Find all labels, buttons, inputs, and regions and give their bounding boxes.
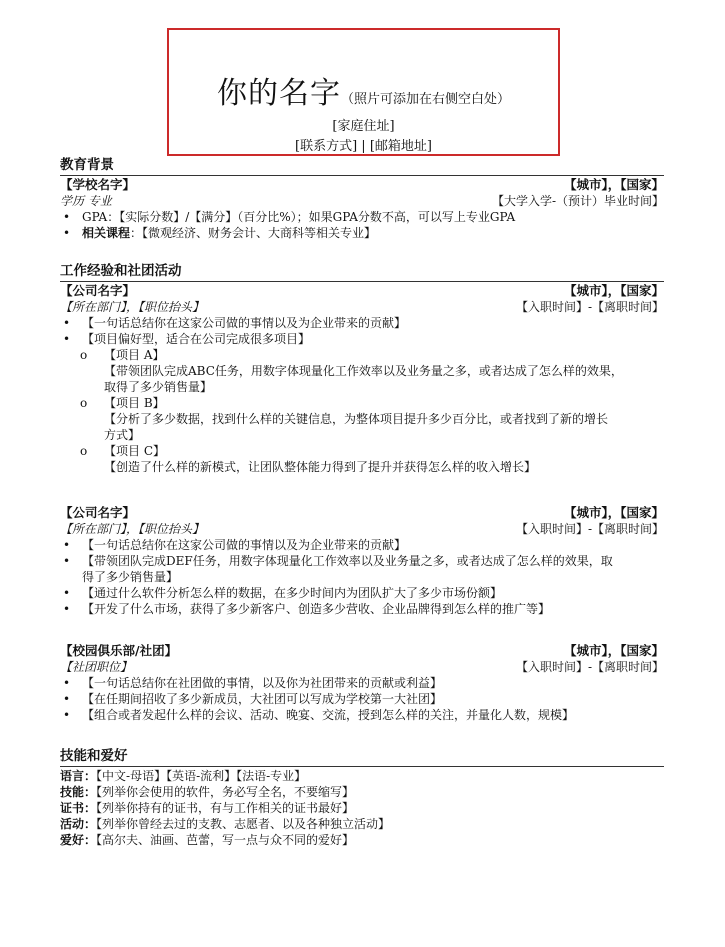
school-name: 【学校名字】 — [60, 177, 136, 192]
gpa-item: • GPA：【实际分数】/【满分】（百分比%）；如果GPA分数不高，可以写上专业GPA — [60, 209, 664, 225]
job2-bullet-4: • 【开发了什么市场，获得了多少新客户、创造多少营收、企业品牌得到怎么样的推广等】 — [60, 601, 664, 617]
circle-bullet-icon: o — [80, 396, 88, 410]
skill-language: 语言：【中文-母语】【英语-流利】【法语-专业】 — [60, 769, 307, 783]
job2-bullet-3: • 【通过什么软件分析怎么样的数据，在多少时间内为团队扩大了多少市场份额】 — [60, 585, 664, 601]
club-bullet-2: • 【在任期间招收了多少新成员，大社团可以写成为学校第一大社团】 — [60, 691, 664, 707]
club-dates: 【入职时间】-【离职时间】 — [515, 660, 664, 674]
project-c-title: o 【项目 C】 — [80, 444, 165, 458]
project-b-title: o 【项目 B】 — [80, 396, 165, 410]
job1-dates: 【入职时间】-【离职时间】 — [515, 300, 664, 314]
job2-company-row — [60, 505, 664, 521]
job1-role: 【所在部门】，【职位抬头】 — [60, 300, 205, 314]
job1-role-row — [60, 299, 664, 315]
name-line — [169, 68, 558, 112]
club-role: 【社团职位】 — [60, 660, 133, 674]
courses-label: 相关课程 — [82, 226, 131, 240]
project-a-line-2: 取得了多少销售量】 — [104, 380, 213, 394]
job2-company: 【公司名字】 — [60, 505, 136, 520]
school-location: 【城市】，【国家】 — [563, 177, 664, 192]
courses-item — [60, 225, 664, 241]
job1-company-row — [60, 283, 664, 299]
club-name: 【校园俱乐部/社团】 — [60, 643, 178, 658]
project-b-line-2: 方式】 — [104, 428, 141, 442]
job2-role: 【所在部门】，【职位抬头】 — [60, 522, 205, 536]
education-dates: 【大学入学-（预计）毕业时间】 — [491, 194, 664, 208]
degree-row — [60, 193, 664, 209]
job1-location: 【城市】，【国家】 — [563, 283, 664, 298]
skill-activities: 活动：【列举你曾经去过的支教、志愿者、以及各种独立活动】 — [60, 817, 391, 831]
skill-software: 技能：【列举你会使用的软件，务必写全名，不要缩写】 — [60, 785, 355, 799]
job2-block — [60, 505, 664, 617]
photo-note: （照片可添加在右侧空白处） — [340, 92, 510, 107]
contact-info: [联系方式] | [邮箱地址] — [295, 139, 432, 154]
club-block — [60, 643, 664, 723]
job1-company: 【公司名字】 — [60, 283, 136, 298]
skill-hobbies: 爱好：【高尔夫、油画、芭蕾，写一点与众不同的爱好】 — [60, 833, 355, 847]
skills-block — [60, 768, 664, 848]
job2-bullet-2: • 【带领团队完成DEF任务，用数字体现量化工作效率以及业务量之多，或者达成了怎么样的效果，取 — [60, 553, 664, 569]
circle-bullet-icon: o — [80, 348, 88, 362]
header-box — [167, 28, 560, 156]
job1-bullet-1: • 【一句话总结你在这家公司做的事情以及为企业带来的贡献】 — [60, 315, 664, 331]
courses-text: ：【微观经济、财务会计、大商科等相关专业】 — [130, 226, 377, 240]
skill-certificates: 证书：【列举你持有的证书，有与工作相关的证书最好】 — [60, 801, 355, 815]
education-block — [60, 177, 664, 241]
project-a-title: o 【项目 A】 — [80, 348, 165, 362]
club-name-row — [60, 643, 664, 659]
degree: 学历 专业 — [60, 194, 112, 208]
home-address: [家庭住址] — [332, 119, 395, 134]
project-a-line-1: 【带领团队完成ABC任务，用数字体现量化工作效率以及业务量之多，或者达成了怎么样的效果， — [104, 364, 623, 378]
club-location: 【城市】，【国家】 — [563, 643, 664, 658]
job2-location: 【城市】，【国家】 — [563, 505, 664, 520]
candidate-name: 你的名字 — [216, 76, 341, 111]
section-title-work: 工作经验和社团活动 — [60, 263, 664, 282]
job2-dates: 【入职时间】-【离职时间】 — [515, 522, 664, 536]
club-bullet-3: • 【组合或者发起什么样的会议、活动、晚宴、交流，授到怎么样的关注，并量化人数，规模】 — [60, 707, 664, 723]
job2-bullet-2-cont: 得了多少销售量】 — [82, 570, 179, 584]
club-bullet-1: • 【一句话总结你在社团做的事情，以及你为社团带来的贡献或利益】 — [60, 675, 664, 691]
project-b-line-1: 【分析了多少数据，找到什么样的关键信息，为整体项目提升多少百分比，或者找到了新的增长 — [104, 412, 609, 426]
school-row — [60, 177, 664, 193]
job2-bullet-1: • 【一句话总结你在这家公司做的事情以及为企业带来的贡献】 — [60, 537, 664, 553]
section-title-skills: 技能和爱好 — [60, 748, 664, 767]
circle-bullet-icon: o — [80, 444, 88, 458]
section-title-education: 教育背景 — [60, 157, 664, 176]
job1-bullet-2: • 【项目偏好型，适合在公司完成很多项目】 — [60, 331, 664, 347]
job2-role-row — [60, 521, 664, 537]
project-c-line-1: 【创造了什么样的新模式，让团队整体能力得到了提升并获得怎么样的收入增长】 — [104, 460, 537, 474]
club-role-row — [60, 659, 664, 675]
job1-block — [60, 283, 664, 475]
